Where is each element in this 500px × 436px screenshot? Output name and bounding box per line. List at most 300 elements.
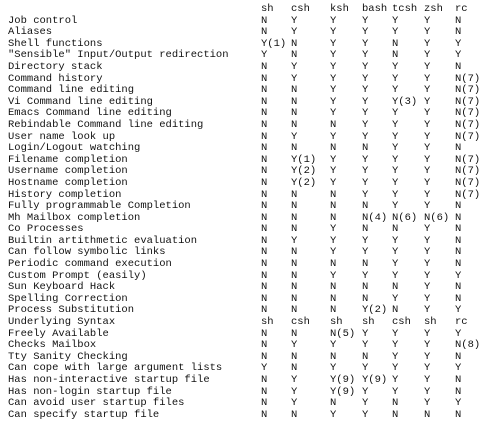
support-cell-sh: N <box>261 26 268 39</box>
support-cell-bash: Y(2) <box>362 304 388 317</box>
support-cell-sh: N <box>261 95 268 108</box>
support-cell-sh: N <box>261 246 268 259</box>
table-row <box>8 410 496 422</box>
support-cell-ksh: Y <box>330 49 337 62</box>
support-cell-sh: N <box>261 304 268 317</box>
support-cell-zsh: Y <box>424 385 431 398</box>
feature-label: Mh Mailbox completion <box>8 211 141 224</box>
support-cell-csh: N <box>291 95 298 108</box>
support-cell-ksh: Y <box>330 60 337 73</box>
support-cell-ksh: Y <box>330 165 337 178</box>
support-cell-ksh: Y(9) <box>330 385 356 398</box>
support-cell-ksh: Y <box>330 362 337 375</box>
feature-label: Can follow symbolic links <box>8 246 166 259</box>
support-cell-csh: N <box>291 327 298 340</box>
support-cell-tcsh: Y <box>392 142 399 155</box>
support-cell-zsh: N <box>424 408 431 421</box>
support-cell-tcsh: Y <box>392 258 399 271</box>
support-cell-ksh: sh <box>330 316 343 329</box>
support-cell-rc: N <box>455 258 462 271</box>
feature-label: Shell functions <box>8 37 103 50</box>
support-cell-ksh: N <box>330 200 337 213</box>
feature-label: Login/Logout watching <box>8 142 141 155</box>
support-cell-bash: Y <box>362 60 369 73</box>
support-cell-tcsh: Y <box>392 339 399 352</box>
feature-label: Tty Sanity Checking <box>8 350 128 363</box>
support-cell-tcsh: Y <box>392 107 399 120</box>
table-row <box>8 375 496 387</box>
support-cell-sh: N <box>261 153 268 166</box>
support-cell-csh: csh <box>291 316 310 329</box>
support-cell-zsh: Y <box>424 37 431 50</box>
support-cell-zsh: Y <box>424 72 431 85</box>
support-cell-bash: Y <box>362 107 369 120</box>
column-header-csh: csh <box>291 3 310 15</box>
support-cell-bash: Y <box>362 327 369 340</box>
feature-label: Rebindable Command line editing <box>8 118 204 131</box>
support-cell-sh: N <box>261 72 268 85</box>
support-cell-rc: N(7) <box>455 95 481 108</box>
support-cell-csh: Y <box>291 14 298 27</box>
support-cell-bash: Y <box>362 188 369 201</box>
support-cell-tcsh: Y <box>392 118 399 131</box>
support-cell-zsh: Y <box>424 258 431 271</box>
support-cell-tcsh: Y <box>392 153 399 166</box>
shell-comparison-table <box>8 4 496 421</box>
feature-label: Spelling Correction <box>8 292 128 305</box>
support-cell-zsh: Y <box>424 107 431 120</box>
feature-label: Emacs Command line editing <box>8 107 172 120</box>
support-cell-zsh: Y <box>424 165 431 178</box>
feature-label: User name look up <box>8 130 116 143</box>
support-cell-csh: Y(2) <box>291 165 317 178</box>
support-cell-bash: Y <box>362 246 369 259</box>
table-row <box>8 178 496 190</box>
support-cell-csh: Y <box>291 130 298 143</box>
support-cell-zsh: sh <box>424 316 437 329</box>
support-cell-tcsh: Y <box>392 60 399 73</box>
support-cell-ksh: Y <box>330 153 337 166</box>
support-cell-tcsh: Y <box>392 176 399 189</box>
support-cell-tcsh: Y <box>392 84 399 97</box>
support-cell-rc: N <box>455 292 462 305</box>
support-cell-csh: N <box>291 350 298 363</box>
support-cell-csh: Y <box>291 72 298 85</box>
support-cell-bash: Y <box>362 37 369 50</box>
support-cell-sh: N <box>261 118 268 131</box>
support-cell-sh: N <box>261 211 268 224</box>
feature-label: Can avoid user startup files <box>8 397 185 410</box>
support-cell-csh: N <box>291 107 298 120</box>
support-cell-ksh: Y <box>330 72 337 85</box>
support-cell-sh: N <box>261 292 268 305</box>
support-cell-ksh: N <box>330 292 337 305</box>
feature-label: Underlying Syntax <box>8 316 116 329</box>
support-cell-bash: N <box>362 292 369 305</box>
support-cell-tcsh: Y <box>392 327 399 340</box>
support-cell-rc: N <box>455 14 462 27</box>
support-cell-sh: N <box>261 142 268 155</box>
table-row <box>8 259 496 271</box>
feature-label: Fully programmable Completion <box>8 200 191 213</box>
support-cell-tcsh: N <box>392 281 399 294</box>
support-cell-rc: N <box>455 211 462 224</box>
support-cell-rc: N(7) <box>455 176 481 189</box>
support-cell-tcsh: N <box>392 223 399 236</box>
support-cell-ksh: Y <box>330 269 337 282</box>
support-cell-tcsh: N <box>392 37 399 50</box>
support-cell-bash: Y <box>362 176 369 189</box>
support-cell-bash: N <box>362 223 369 236</box>
support-cell-bash: N <box>362 350 369 363</box>
support-cell-rc: N(7) <box>455 165 481 178</box>
support-cell-bash: N <box>362 200 369 213</box>
support-cell-csh: Y(2) <box>291 176 317 189</box>
support-cell-zsh: Y <box>424 188 431 201</box>
support-cell-zsh: Y <box>424 281 431 294</box>
support-cell-ksh: Y <box>330 84 337 97</box>
support-cell-ksh: Y <box>330 37 337 50</box>
support-cell-rc: N(7) <box>455 153 481 166</box>
feature-label: Can specify startup file <box>8 408 160 421</box>
support-cell-zsh: Y <box>424 327 431 340</box>
feature-label: Command line editing <box>8 84 135 97</box>
support-cell-tcsh: N <box>392 397 399 410</box>
support-cell-tcsh: csh <box>392 316 411 329</box>
support-cell-csh: N <box>291 118 298 131</box>
support-cell-rc: N <box>455 223 462 236</box>
support-cell-zsh: Y <box>424 292 431 305</box>
support-cell-bash: Y <box>362 14 369 27</box>
support-cell-sh: N <box>261 14 268 27</box>
support-cell-bash: Y <box>362 95 369 108</box>
support-cell-csh: Y <box>291 374 298 386</box>
column-header-bash: bash <box>362 3 388 15</box>
support-cell-sh: N <box>261 107 268 120</box>
support-cell-rc: Y <box>455 327 462 340</box>
support-cell-csh: N <box>291 142 298 155</box>
support-cell-csh: Y <box>291 397 298 410</box>
feature-label: Periodic command execution <box>8 258 172 271</box>
support-cell-tcsh: Y <box>392 200 399 213</box>
support-cell-sh: Y <box>261 362 268 375</box>
support-cell-rc: N(8) <box>455 339 481 352</box>
support-cell-rc: N <box>455 200 462 213</box>
support-cell-ksh: Y <box>330 408 337 421</box>
feature-label: Freely Available <box>8 327 109 340</box>
support-cell-bash: Y <box>362 362 369 375</box>
support-cell-ksh: N <box>330 188 337 201</box>
support-cell-tcsh: Y <box>392 374 399 386</box>
support-cell-sh: N <box>261 408 268 421</box>
support-cell-sh: N <box>261 234 268 247</box>
support-cell-zsh: Y <box>424 142 431 155</box>
support-cell-rc: Y <box>455 362 462 375</box>
support-cell-zsh: Y <box>424 130 431 143</box>
feature-label: Has non-login startup file <box>8 385 172 398</box>
support-cell-sh: N <box>261 188 268 201</box>
table-row <box>8 16 496 28</box>
support-cell-ksh: Y <box>330 223 337 236</box>
support-cell-rc: Y <box>455 304 462 317</box>
support-cell-bash: Y <box>362 153 369 166</box>
support-cell-csh: Y <box>291 234 298 247</box>
feature-label: History completion <box>8 188 122 201</box>
support-cell-bash: Y <box>362 84 369 97</box>
support-cell-rc: N(7) <box>455 72 481 85</box>
support-cell-bash: Y <box>362 49 369 62</box>
support-cell-rc: N <box>455 374 462 386</box>
support-cell-sh: N <box>261 200 268 213</box>
support-cell-bash: Y <box>362 397 369 410</box>
table-row <box>8 120 496 132</box>
support-cell-csh: N <box>291 362 298 375</box>
support-cell-ksh: N <box>330 118 337 131</box>
support-cell-bash: Y <box>362 385 369 398</box>
support-cell-zsh: Y <box>424 234 431 247</box>
feature-label: Sun Keyboard Hack <box>8 281 116 294</box>
support-cell-zsh: Y <box>424 84 431 97</box>
support-cell-rc: N <box>455 142 462 155</box>
support-cell-rc: Y <box>455 49 462 62</box>
support-cell-rc: N(7) <box>455 188 481 201</box>
support-cell-zsh: Y <box>424 14 431 27</box>
support-cell-bash: Y <box>362 118 369 131</box>
support-cell-zsh: Y <box>424 60 431 73</box>
support-cell-ksh: N <box>330 397 337 410</box>
feature-label: Custom Prompt (easily) <box>8 269 147 282</box>
table-row <box>8 62 496 74</box>
support-cell-tcsh: N <box>392 49 399 62</box>
support-cell-tcsh: Y <box>392 292 399 305</box>
support-cell-csh: N <box>291 408 298 421</box>
support-cell-sh: N <box>261 223 268 236</box>
support-cell-rc: N <box>455 234 462 247</box>
support-cell-sh: Y <box>261 49 268 62</box>
support-cell-tcsh: Y <box>392 350 399 363</box>
support-cell-tcsh: Y(3) <box>392 95 418 108</box>
feature-label: Vi Command line editing <box>8 95 153 108</box>
support-cell-sh: N <box>261 374 268 386</box>
column-header-rc: rc <box>455 3 468 15</box>
table-row <box>8 201 496 213</box>
support-cell-bash: Y <box>362 408 369 421</box>
feature-label: Can cope with large argument lists <box>8 362 223 375</box>
support-cell-ksh: Y(9) <box>330 374 356 386</box>
support-cell-ksh: Y <box>330 130 337 143</box>
support-cell-sh: N <box>261 60 268 73</box>
support-cell-rc: N <box>455 60 462 73</box>
support-cell-sh: N <box>261 176 268 189</box>
support-cell-ksh: N <box>330 281 337 294</box>
support-cell-sh: sh <box>261 316 274 329</box>
support-cell-rc: rc <box>455 316 468 329</box>
support-cell-ksh: Y <box>330 14 337 27</box>
support-cell-sh: N <box>261 258 268 271</box>
support-cell-zsh: Y <box>424 200 431 213</box>
support-cell-ksh: Y <box>330 107 337 120</box>
support-cell-sh: N <box>261 327 268 340</box>
support-cell-sh: N <box>261 350 268 363</box>
support-cell-ksh: N(5) <box>330 327 356 340</box>
support-cell-rc: N(7) <box>455 107 481 120</box>
support-cell-tcsh: N(6) <box>392 211 418 224</box>
support-cell-tcsh: Y <box>392 72 399 85</box>
support-cell-rc: N <box>455 385 462 398</box>
support-cell-tcsh: Y <box>392 385 399 398</box>
support-cell-zsh: Y <box>424 176 431 189</box>
support-cell-sh: N <box>261 84 268 97</box>
table-row <box>8 317 496 329</box>
support-cell-rc: N <box>455 246 462 259</box>
table-header-row <box>8 4 496 16</box>
support-cell-tcsh: Y <box>392 234 399 247</box>
column-header-ksh: ksh <box>330 3 349 15</box>
support-cell-zsh: Y <box>424 269 431 282</box>
support-cell-tcsh: Y <box>392 246 399 259</box>
support-cell-zsh: Y <box>424 223 431 236</box>
support-cell-ksh: Y <box>330 339 337 352</box>
support-cell-csh: N <box>291 258 298 271</box>
table-body <box>8 16 496 422</box>
support-cell-ksh: N <box>330 304 337 317</box>
feature-label: Directory stack <box>8 60 103 73</box>
support-cell-bash: Y <box>362 234 369 247</box>
support-cell-zsh: Y <box>424 397 431 410</box>
feature-label: Hostname completion <box>8 176 128 189</box>
feature-label: Job control <box>8 14 78 27</box>
support-cell-bash: Y <box>362 269 369 282</box>
support-cell-ksh: Y <box>330 26 337 39</box>
support-cell-bash: N <box>362 281 369 294</box>
support-cell-bash: N <box>362 142 369 155</box>
support-cell-zsh: Y <box>424 118 431 131</box>
support-cell-sh: N <box>261 339 268 352</box>
support-cell-tcsh: Y <box>392 188 399 201</box>
support-cell-bash: Y <box>362 26 369 39</box>
support-cell-tcsh: Y <box>392 362 399 375</box>
support-cell-sh: N <box>261 130 268 143</box>
support-cell-bash: Y <box>362 130 369 143</box>
feature-label: "Sensible" Input/Output redirection <box>8 49 229 62</box>
support-cell-zsh: Y <box>424 339 431 352</box>
column-header-zsh: zsh <box>424 3 443 15</box>
support-cell-tcsh: N <box>392 304 399 317</box>
support-cell-zsh: N(6) <box>424 211 450 224</box>
support-cell-rc: N(7) <box>455 84 481 97</box>
support-cell-rc: Y <box>455 397 462 410</box>
support-cell-zsh: Y <box>424 95 431 108</box>
feature-label: Has non-interactive startup file <box>8 374 210 386</box>
support-cell-rc: N <box>455 350 462 363</box>
support-cell-ksh: N <box>330 142 337 155</box>
support-cell-tcsh: N <box>392 408 399 421</box>
support-cell-csh: Y(1) <box>291 153 317 166</box>
support-cell-bash: Y <box>362 72 369 85</box>
support-cell-ksh: Y <box>330 246 337 259</box>
support-cell-zsh: Y <box>424 304 431 317</box>
support-cell-bash: Y <box>362 339 369 352</box>
support-cell-rc: N(7) <box>455 130 481 143</box>
support-cell-csh: N <box>291 200 298 213</box>
support-cell-ksh: Y <box>330 176 337 189</box>
support-cell-csh: N <box>291 304 298 317</box>
table-row <box>8 143 496 155</box>
support-cell-sh: Y(1) <box>261 37 287 50</box>
support-cell-zsh: Y <box>424 49 431 62</box>
support-cell-sh: N <box>261 397 268 410</box>
support-cell-zsh: Y <box>424 350 431 363</box>
support-cell-rc: Y <box>455 37 462 50</box>
support-cell-csh: N <box>291 37 298 50</box>
feature-label: Process Substitution <box>8 304 135 317</box>
support-cell-rc: Y <box>455 269 462 282</box>
support-cell-csh: Y <box>291 26 298 39</box>
support-cell-sh: N <box>261 269 268 282</box>
support-cell-csh: N <box>291 223 298 236</box>
support-cell-tcsh: Y <box>392 269 399 282</box>
support-cell-tcsh: Y <box>392 26 399 39</box>
support-cell-csh: N <box>291 269 298 282</box>
feature-label: Checks Mailbox <box>8 339 97 352</box>
support-cell-zsh: Y <box>424 374 431 386</box>
support-cell-csh: Y <box>291 60 298 73</box>
feature-label: Co Processes <box>8 223 84 236</box>
support-cell-bash: N <box>362 258 369 271</box>
support-cell-bash: N(4) <box>362 211 388 224</box>
support-cell-zsh: Y <box>424 26 431 39</box>
support-cell-tcsh: Y <box>392 14 399 27</box>
support-cell-tcsh: Y <box>392 165 399 178</box>
support-cell-rc: N <box>455 408 462 421</box>
column-header-tcsh: tcsh <box>392 3 418 15</box>
support-cell-csh: N <box>291 246 298 259</box>
support-cell-csh: N <box>291 292 298 305</box>
support-cell-bash: Y(9) <box>362 374 388 386</box>
feature-label: Builtin artithmetic evaluation <box>8 234 198 247</box>
support-cell-rc: N <box>455 281 462 294</box>
support-cell-zsh: Y <box>424 246 431 259</box>
column-header-sh: sh <box>261 3 274 15</box>
support-cell-csh: N <box>291 49 298 62</box>
feature-label: Username completion <box>8 165 128 178</box>
support-cell-rc: N(7) <box>455 118 481 131</box>
support-cell-ksh: N <box>330 258 337 271</box>
support-cell-csh: Y <box>291 339 298 352</box>
support-cell-sh: N <box>261 281 268 294</box>
feature-label: Command history <box>8 72 103 85</box>
support-cell-ksh: Y <box>330 95 337 108</box>
support-cell-zsh: Y <box>424 153 431 166</box>
table-row <box>8 85 496 97</box>
support-cell-csh: Y <box>291 385 298 398</box>
support-cell-bash: Y <box>362 165 369 178</box>
support-cell-bash: sh <box>362 316 375 329</box>
support-cell-csh: N <box>291 211 298 224</box>
support-cell-sh: N <box>261 385 268 398</box>
support-cell-csh: N <box>291 84 298 97</box>
feature-label: Filename completion <box>8 153 128 166</box>
support-cell-sh: N <box>261 165 268 178</box>
support-cell-rc: N <box>455 26 462 39</box>
support-cell-csh: N <box>291 281 298 294</box>
support-cell-ksh: Y <box>330 234 337 247</box>
support-cell-ksh: N <box>330 211 337 224</box>
feature-label: Aliases <box>8 26 53 39</box>
support-cell-tcsh: Y <box>392 130 399 143</box>
support-cell-zsh: Y <box>424 362 431 375</box>
support-cell-ksh: N <box>330 350 337 363</box>
